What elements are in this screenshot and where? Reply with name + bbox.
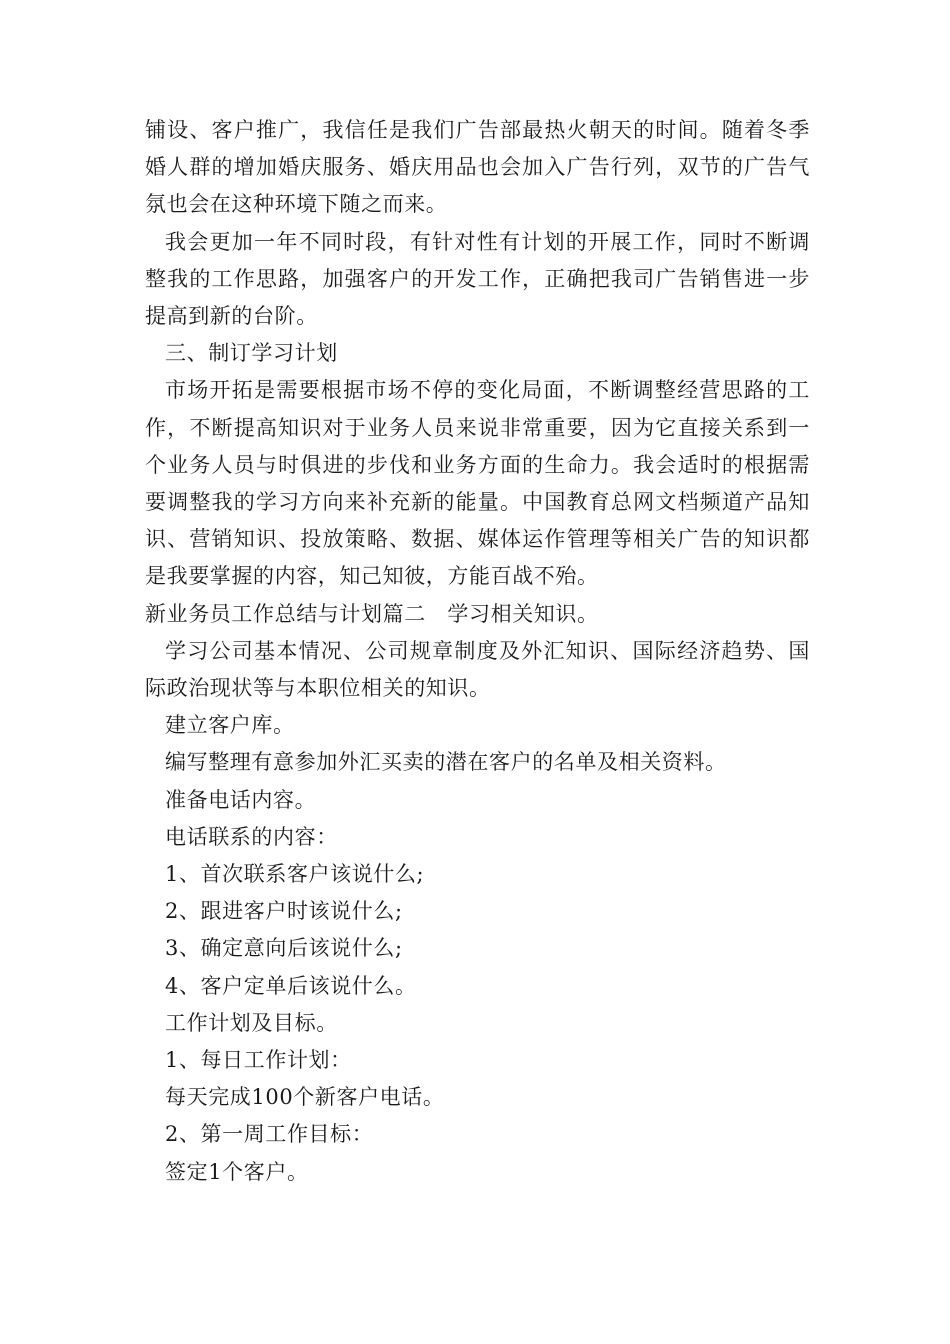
item-sign-client: 签定1个客户。 xyxy=(165,1159,309,1184)
list-item-2: 2、跟进客户时该说什么; xyxy=(165,899,403,924)
item-work-plan-goals: 工作计划及目标。 xyxy=(165,1010,338,1035)
item-daily-plan: 1、每日工作计划： xyxy=(165,1048,352,1073)
article-heading-part-two: 新业务员工作总结与计划篇二 学习相关知识。 xyxy=(145,601,599,626)
list-item-3: 3、确定意向后该说什么; xyxy=(165,936,403,961)
list-item-1: 1、首次联系客户该说什么; xyxy=(165,862,425,887)
paragraph-plan: 我会更加一年不同时段，有针对性有计划的开展工作，同时不断调整我的工作思路，加强客户的开发工作，正确把我司广告销售进一步提高到新的台阶。 xyxy=(145,229,810,329)
paragraph-intro-continued: 铺设、客户推广，我信任是我们广告部最热火朝天的时间。随着冬季婚人群的增加婚庆服务、婚庆用品也会加入广告行列，双节的广告气氛也会在这种环境下随之而来。 xyxy=(145,118,810,217)
item-daily-calls: 每天完成100个新客户电话。 xyxy=(165,1085,445,1110)
item-call-content: 电话联系的内容： xyxy=(165,824,338,849)
item-first-week-goal: 2、第一周工作目标： xyxy=(165,1122,374,1147)
list-item-4: 4、客户定单后该说什么。 xyxy=(165,973,417,998)
paragraph-study-company: 学习公司基本情况、公司规章制度及外汇知识、国际经济趋势、国际政治现状等与本职位相关的知识。 xyxy=(145,638,810,701)
document-body xyxy=(145,112,810,1191)
paragraph-market: 市场开拓是需要根据市场不停的变化局面，不断调整经营思路的工作，不断提高知识对于业务人员来说非常重要，因为它直接关系到一个业务人员与时俱进的步伐和业务方面的生命力。我会适时的根据需要调整我的学习方向来补充新的能量。中国教育总网文档频道产品知识、营销知识、投放策略、数据、媒体运作管理等相关广告的知识都是我要掌握的内容，知己知彼，方能百战不殆。 xyxy=(145,378,810,589)
item-prepare-call: 准备电话内容。 xyxy=(165,787,317,812)
item-build-client-db: 建立客户库。 xyxy=(165,713,295,738)
item-compile-list: 编写整理有意参加外汇买卖的潜在客户的名单及相关资料。 xyxy=(165,750,727,775)
section-heading-study-plan: 三、制订学习计划 xyxy=(165,341,338,366)
